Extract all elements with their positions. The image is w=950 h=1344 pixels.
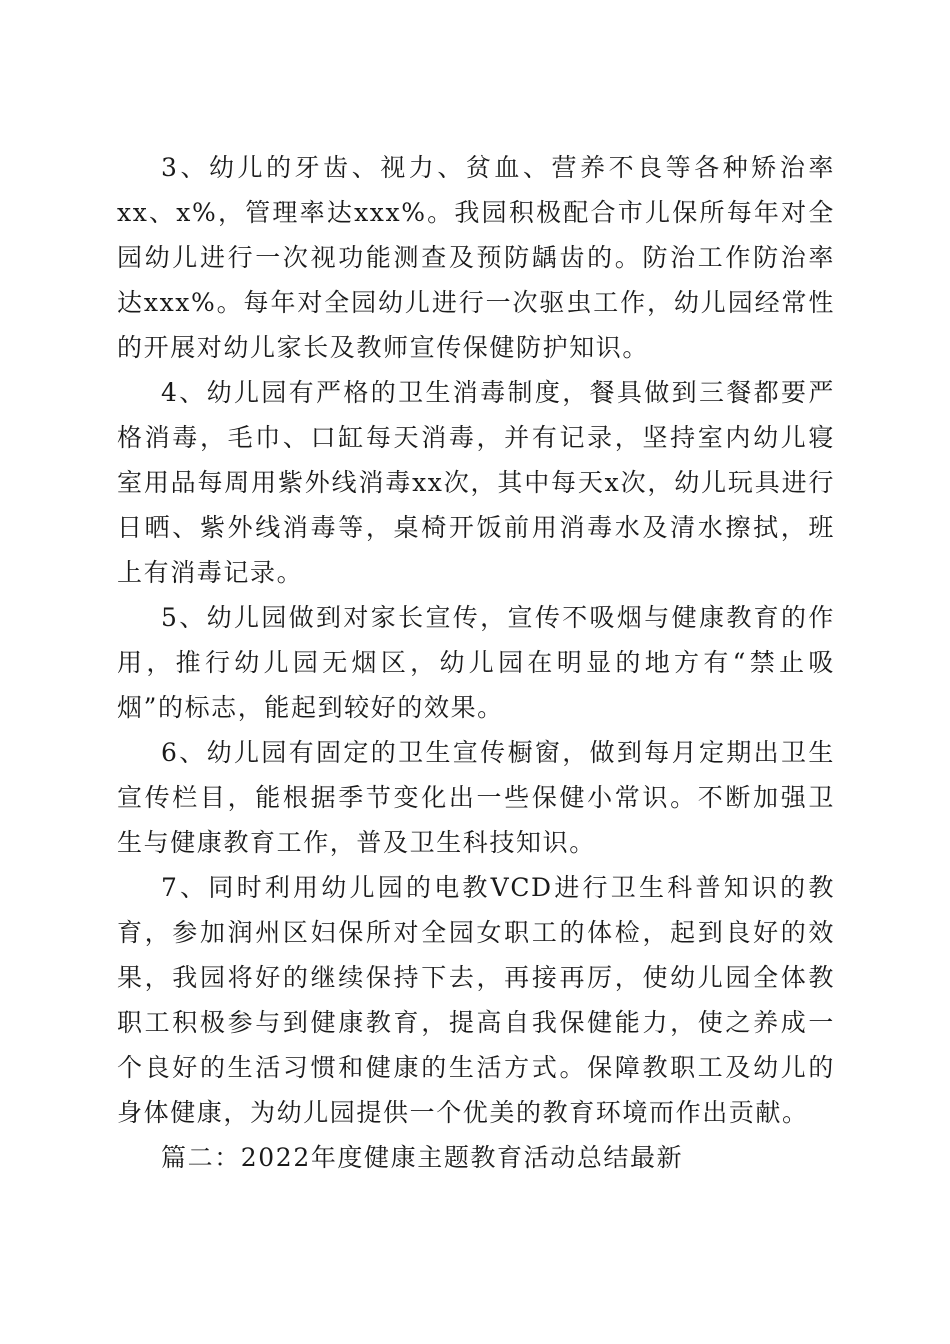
- paragraph-item-4: 4、幼儿园有严格的卫生消毒制度，餐具做到三餐都要严格消毒，毛巾、口缸每天消毒，并有记录，坚持室内幼儿寝室用品每周用紫外线消毒xx次，其中每天x次，幼儿玩具进行日晒、紫外线消毒等，桌椅开饭前用消毒水及清水擦拭，班上有消毒记录。: [117, 378, 835, 587]
- paragraph-item-6: 6、幼儿园有固定的卫生宣传橱窗，做到每月定期出卫生宣传栏目，能根据季节变化出一些保健小常识。不断加强卫生与健康教育工作，普及卫生科技知识。: [117, 738, 835, 857]
- paragraph-item-5: 5、幼儿园做到对家长宣传，宣传不吸烟与健康教育的作用，推行幼儿园无烟区，幼儿园在明显的地方有“禁止吸烟”的标志，能起到较好的效果。: [117, 603, 835, 722]
- document-body: [117, 145, 835, 1180]
- paragraph-item-7: 7、同时利用幼儿园的电教VCD进行卫生科普知识的教育，参加润州区妇保所对全园女职工的体检，起到良好的效果，我园将好的继续保持下去，再接再厉，使幼儿园全体教职工积极参与到健康教育，提高自我保健能力，使之养成一个良好的生活习惯和健康的生活方式。保障教职工及幼儿的身体健康，为幼儿园提供一个优美的教育环境而作出贡献。: [117, 873, 835, 1127]
- section-heading: 篇二：2022年度健康主题教育活动总结最新: [161, 1143, 684, 1172]
- paragraph-item-3: 3、幼儿的牙齿、视力、贫血、营养不良等各种矫治率xx、x%，管理率达xxx%。我园积极配合市儿保所每年对全园幼儿进行一次视功能测查及预防龋齿的。防治工作防治率达xxx%。每年对全园幼儿进行一次驱虫工作，幼儿园经常性的开展对幼儿家长及教师宣传保健防护知识。: [117, 153, 835, 362]
